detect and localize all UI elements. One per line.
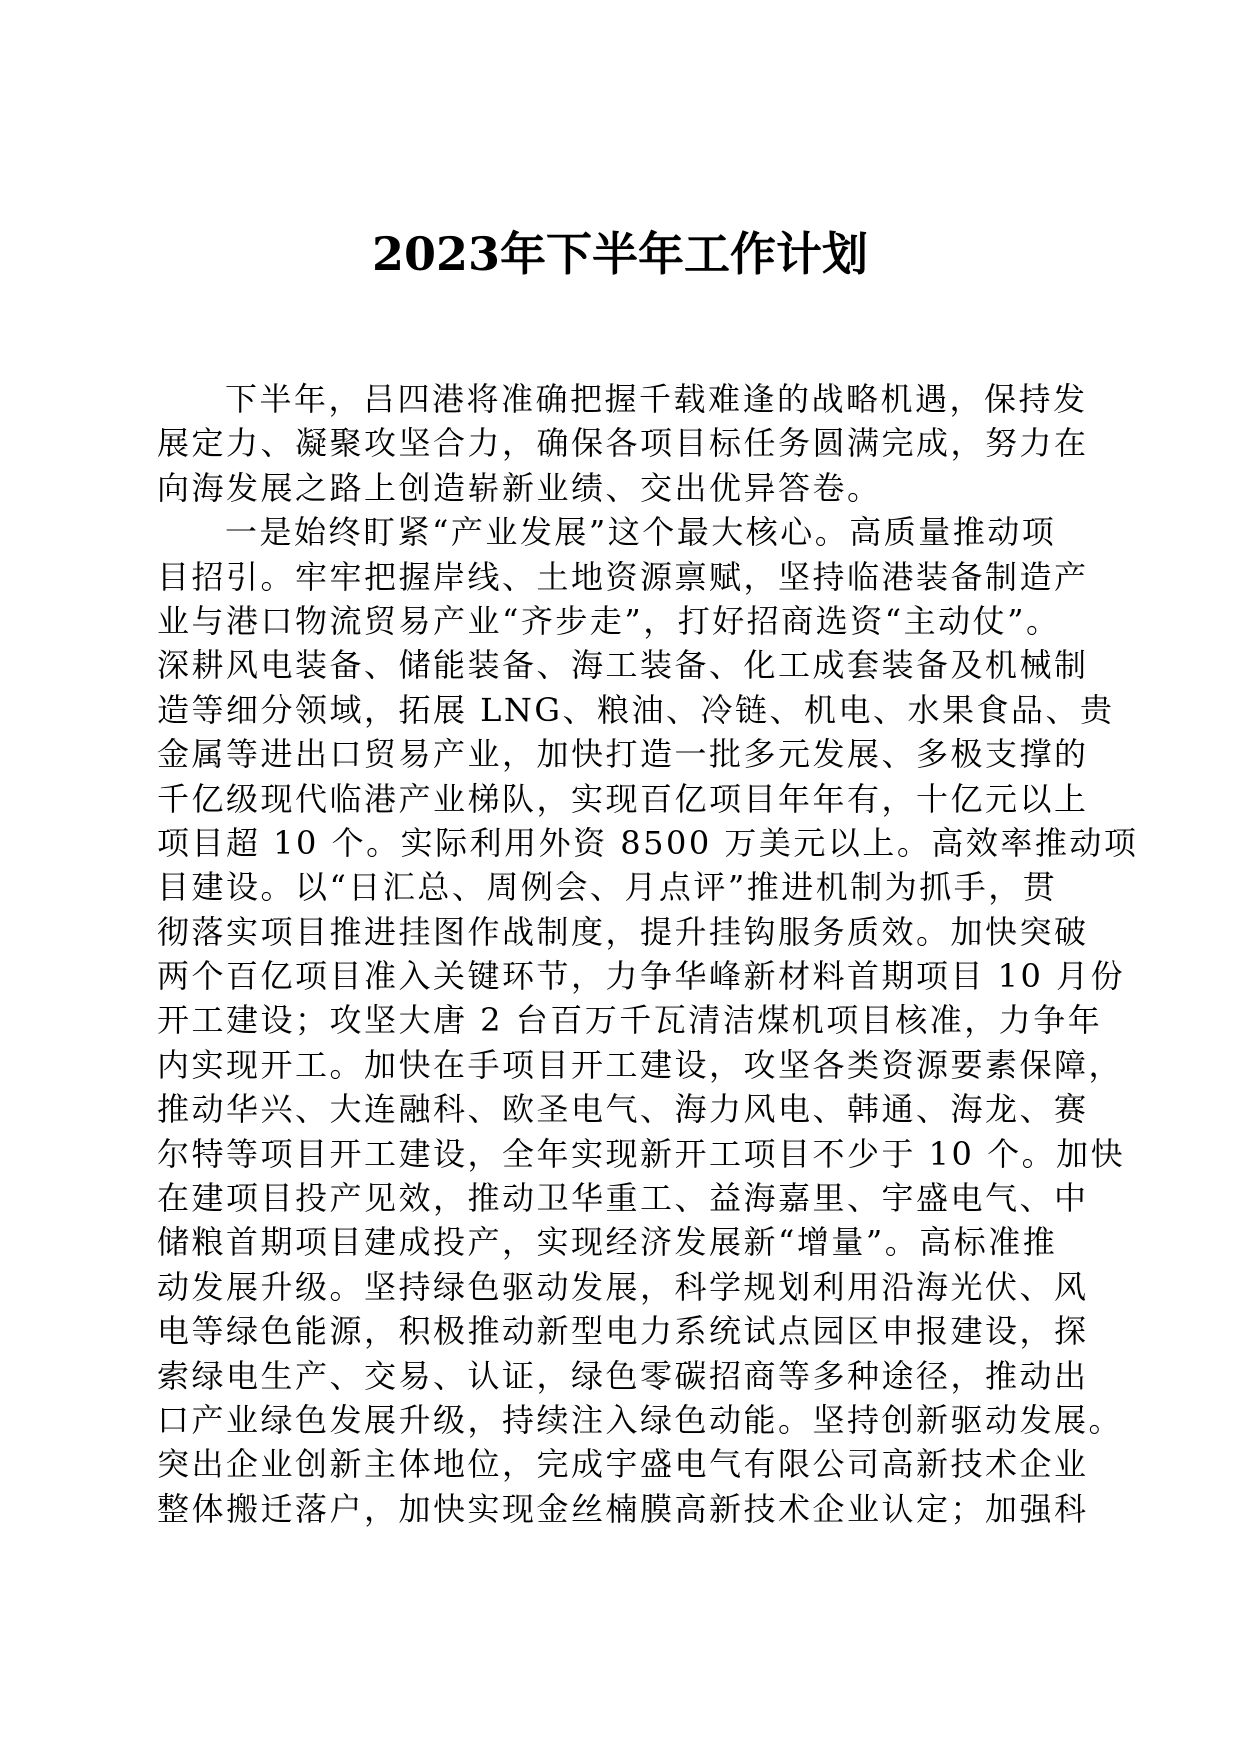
text-line: 金属等进出口贸易产业，加快打造一批多元发展、多极支撑的: [157, 735, 1089, 774]
text-line: 造等细分领域，拓展 LNG、粮油、冷链、机电、水果食品、贵: [157, 690, 1115, 729]
text-line: 内实现开工。加快在手项目开工建设，攻坚各类资源要素保障，: [157, 1045, 1124, 1084]
text-line: 在建项目投产见效，推动卫华重工、益海嘉里、宇盛电气、中: [157, 1179, 1089, 1218]
text-line: 向海发展之路上创造崭新业绩、交出优异答卷。: [157, 468, 882, 507]
text-line: 两个百亿项目准入关键环节，力争华峰新材料首期项目 10 月份: [157, 957, 1126, 996]
text-line: 口产业绿色发展升级，持续注入绿色动能。坚持创新驱动发展。: [157, 1400, 1124, 1439]
text-line: 推动华兴、大连融科、欧圣电气、海力风电、韩通、海龙、赛: [157, 1090, 1089, 1129]
text-line: 索绿电生产、交易、认证，绿色零碳招商等多种途径，推动出: [157, 1356, 1089, 1395]
text-line: 电等绿色能源，积极推动新型电力系统试点园区申报建设，探: [157, 1312, 1089, 1351]
text-line: 尔特等项目开工建设，全年实现新开工项目不少于 10 个。加快: [157, 1134, 1126, 1173]
text-line: 深耕风电装备、储能装备、海工装备、化工成套装备及机械制: [157, 646, 1089, 685]
page-title: 2023年下半年工作计划: [371, 227, 869, 281]
text-line: 储粮首期项目建成投产，实现经济发展新“增量”。高标准推: [157, 1223, 1058, 1262]
text-line: 业与港口物流贸易产业“齐步走”，打好招商选资“主动仗”。: [157, 601, 1061, 640]
text-line: 目招引。牢牢把握岸线、土地资源禀赋，坚持临港装备制造产: [157, 557, 1089, 596]
text-line: 目建设。以“日汇总、周例会、月点评”推进机制为抓手，贯: [157, 868, 1058, 907]
text-line: 动发展升级。坚持绿色驱动发展，科学规划利用沿海光伏、风: [157, 1267, 1089, 1306]
text-line: 整体搬迁落户，加快实现金丝楠膜高新技术企业认定；加强科: [157, 1489, 1089, 1528]
text-line: 下半年，吕四港将准确把握千载难逢的战略机遇，保持发: [225, 380, 1088, 418]
text-line: 项目超 10 个。实际利用外资 8500 万美元以上。高效率推动项: [157, 823, 1139, 862]
text-line: 彻落实项目推进挂图作战制度，提升挂钩服务质效。加快突破: [157, 912, 1089, 951]
text-line: 一是始终盯紧“产业发展”这个最大核心。高质量推动项: [225, 513, 1057, 552]
text-line: 千亿级现代临港产业梯队，实现百亿项目年年有，十亿元以上: [157, 779, 1089, 818]
text-line: 开工建设；攻坚大唐 2 台百万千瓦清洁煤机项目核准，力争年: [157, 1001, 1103, 1040]
text-line: 展定力、凝聚攻坚合力，确保各项目标任务圆满完成，努力在: [157, 424, 1089, 463]
body-text: [157, 377, 1139, 1531]
text-line: 突出企业创新主体地位，完成宇盛电气有限公司高新技术企业: [157, 1445, 1089, 1484]
